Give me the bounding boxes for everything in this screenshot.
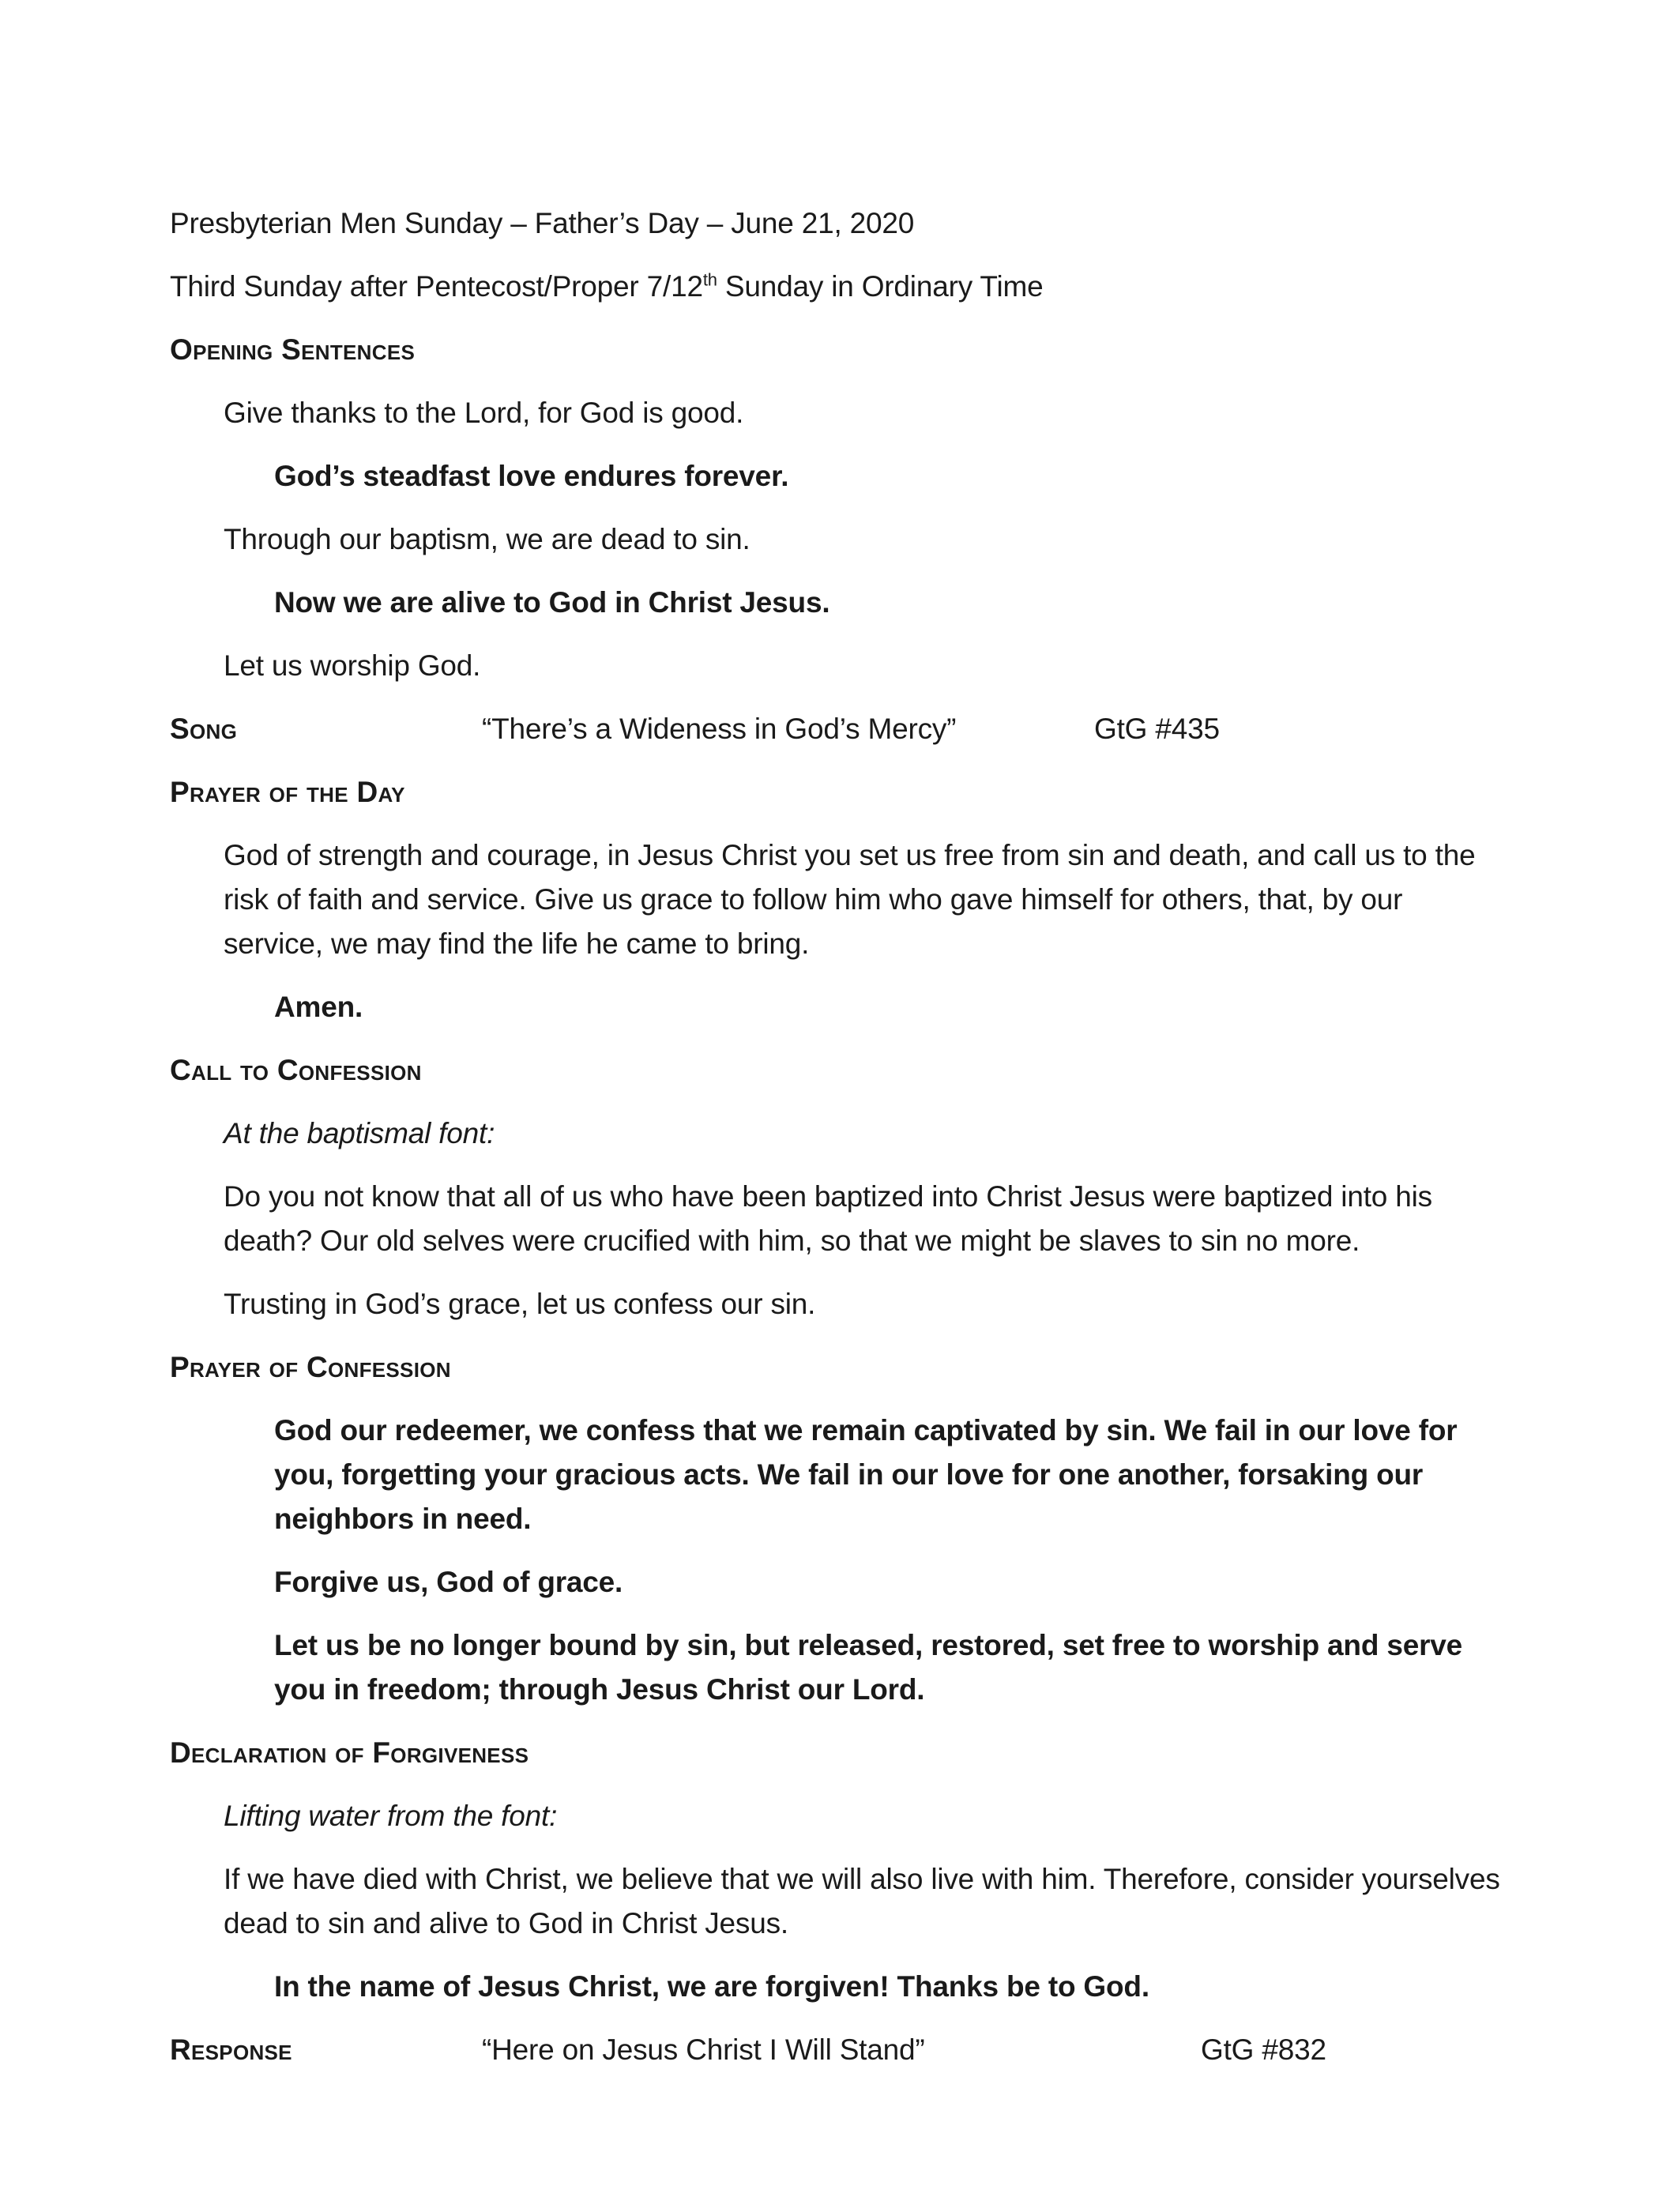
call-to-confession-invitation: Trusting in God’s grace, let us confess our sin.: [224, 1288, 816, 1320]
section-heading-prayer-of-confession: Prayer of Confession: [170, 1351, 451, 1383]
subtitle-ordinal-superscript: th: [702, 269, 717, 290]
song-label: Song: [170, 713, 238, 745]
prayer-of-the-day-body: God of strength and courage, in Jesus Christ you set us free from sin and death, and call us to the risk of faith and service. Give us grace to follow him who gave himself for others, that, by our service, we may find the life he came to bring.: [224, 839, 1476, 960]
declaration-rubric: Lifting water from the font:: [224, 1800, 558, 1832]
opening-people-response-2: Now we are alive to God in Christ Jesus.: [274, 586, 830, 619]
song-title: “There’s a Wideness in God’s Mercy”: [482, 713, 957, 745]
response-song-hymnal-number: GtG #832: [1201, 2033, 1326, 2066]
call-to-confession-rubric: At the baptismal font:: [224, 1117, 495, 1149]
response-song-title: “Here on Jesus Christ I Will Stand”: [482, 2033, 925, 2066]
subtitle-text-post: Sunday in Ordinary Time: [717, 270, 1044, 303]
title-line: Presbyterian Men Sunday – Father’s Day – June 21, 2020: [170, 207, 915, 239]
subtitle-text-pre: Third Sunday after Pentecost/Proper 7/12: [170, 270, 703, 303]
confession-paragraph-3: Let us be no longer bound by sin, but released, restored, set free to worship and serve you in freedom; through Jesus Christ our Lord.: [274, 1629, 1463, 1706]
confession-paragraph-2: Forgive us, God of grace.: [274, 1566, 623, 1598]
section-heading-opening-sentences: Opening Sentences: [170, 333, 416, 366]
section-heading-declaration-of-forgiveness: Declaration of Forgiveness: [170, 1736, 529, 1769]
opening-leader-line-2: Through our baptism, we are dead to sin.: [224, 523, 750, 555]
call-to-confession-body: Do you not know that all of us who have been baptized into Christ Jesus were baptized into his death? Our old selves were crucified with him, so that we might be slaves to sin no more.: [224, 1180, 1432, 1257]
opening-leader-line-1: Give thanks to the Lord, for God is good.: [224, 397, 744, 429]
declaration-body: If we have died with Christ, we believe that we will also live with him. Therefore, consider yourselves dead to sin and alive to God in Christ Jesus.: [224, 1863, 1500, 1939]
song-line: [170, 707, 1509, 751]
opening-leader-line-3: Let us worship God.: [224, 649, 481, 682]
prayer-of-the-day-response: Amen.: [274, 991, 363, 1023]
section-heading-call-to-confession: Call to Confession: [170, 1054, 422, 1086]
declaration-response: In the name of Jesus Christ, we are forgiven! Thanks be to God.: [274, 1970, 1149, 2003]
document-body: [170, 201, 1509, 2091]
response-song-label: Response: [170, 2033, 292, 2066]
section-heading-prayer-of-the-day: Prayer of the Day: [170, 776, 405, 808]
confession-paragraph-1: God our redeemer, we confess that we remain captivated by sin. We fail in our love for you, forgetting your gracious acts. We fail in our love for one another, forsaking our neighbors in need.: [274, 1414, 1458, 1535]
response-song-line: [170, 2028, 1509, 2072]
subtitle-line: [170, 265, 1509, 309]
song-hymnal-number: GtG #435: [1094, 713, 1220, 745]
opening-people-response-1: God’s steadfast love endures forever.: [274, 460, 789, 492]
